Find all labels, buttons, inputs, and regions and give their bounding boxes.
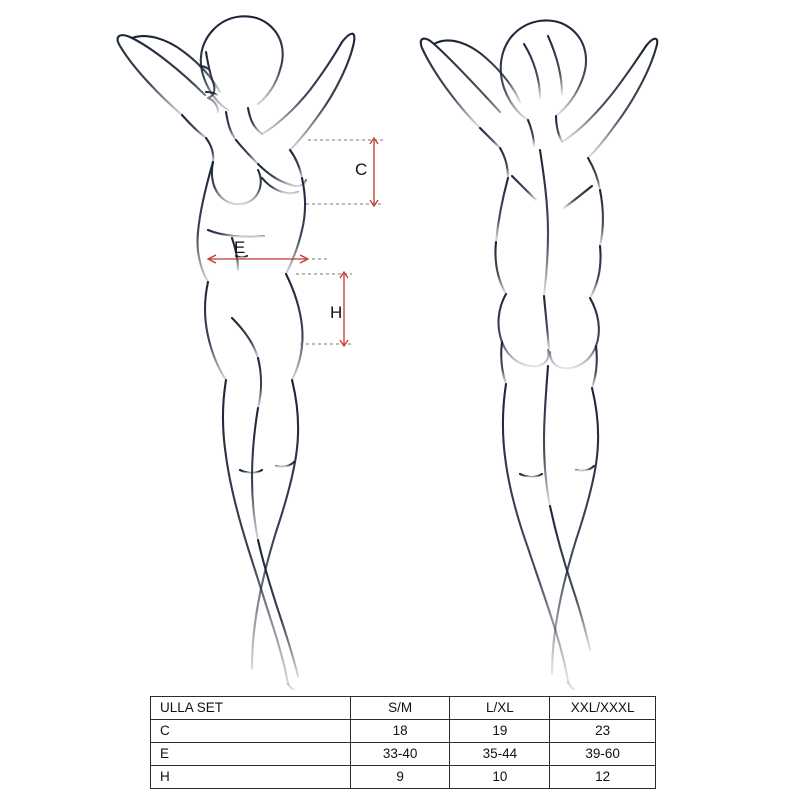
cell-c-xxl: 23 [550,720,656,743]
measure-label-c: C [355,160,368,179]
table-row [151,743,656,766]
cell-h-lxl: 10 [450,766,550,789]
table-header-xxl: XXL/XXXL [550,697,656,720]
table-header-title: ULLA SET [151,697,351,720]
back-view-female-silhouette [421,20,658,690]
table-header-row [151,697,656,720]
table-row [151,766,656,789]
cell-e-lxl: 35-44 [450,743,550,766]
measure-C-arrow [370,138,378,206]
table-row [151,720,656,743]
cell-h-xxl: 12 [550,766,656,789]
measure-label-h: H [330,303,343,322]
front-view-female-silhouette [118,16,355,690]
row-label-e: E [151,743,351,766]
cell-e-xxl: 39-60 [550,743,656,766]
measure-C-guides [306,140,384,204]
row-label-h: H [151,766,351,789]
table-header-sm: S/M [350,697,449,720]
cell-c-lxl: 19 [450,720,550,743]
size-table [150,696,656,789]
table-header-lxl: L/XL [450,697,550,720]
cell-e-sm: 33-40 [350,743,449,766]
measure-label-e: E [234,238,246,257]
row-label-c: C [151,720,351,743]
cell-c-sm: 18 [350,720,449,743]
cell-h-sm: 9 [350,766,449,789]
